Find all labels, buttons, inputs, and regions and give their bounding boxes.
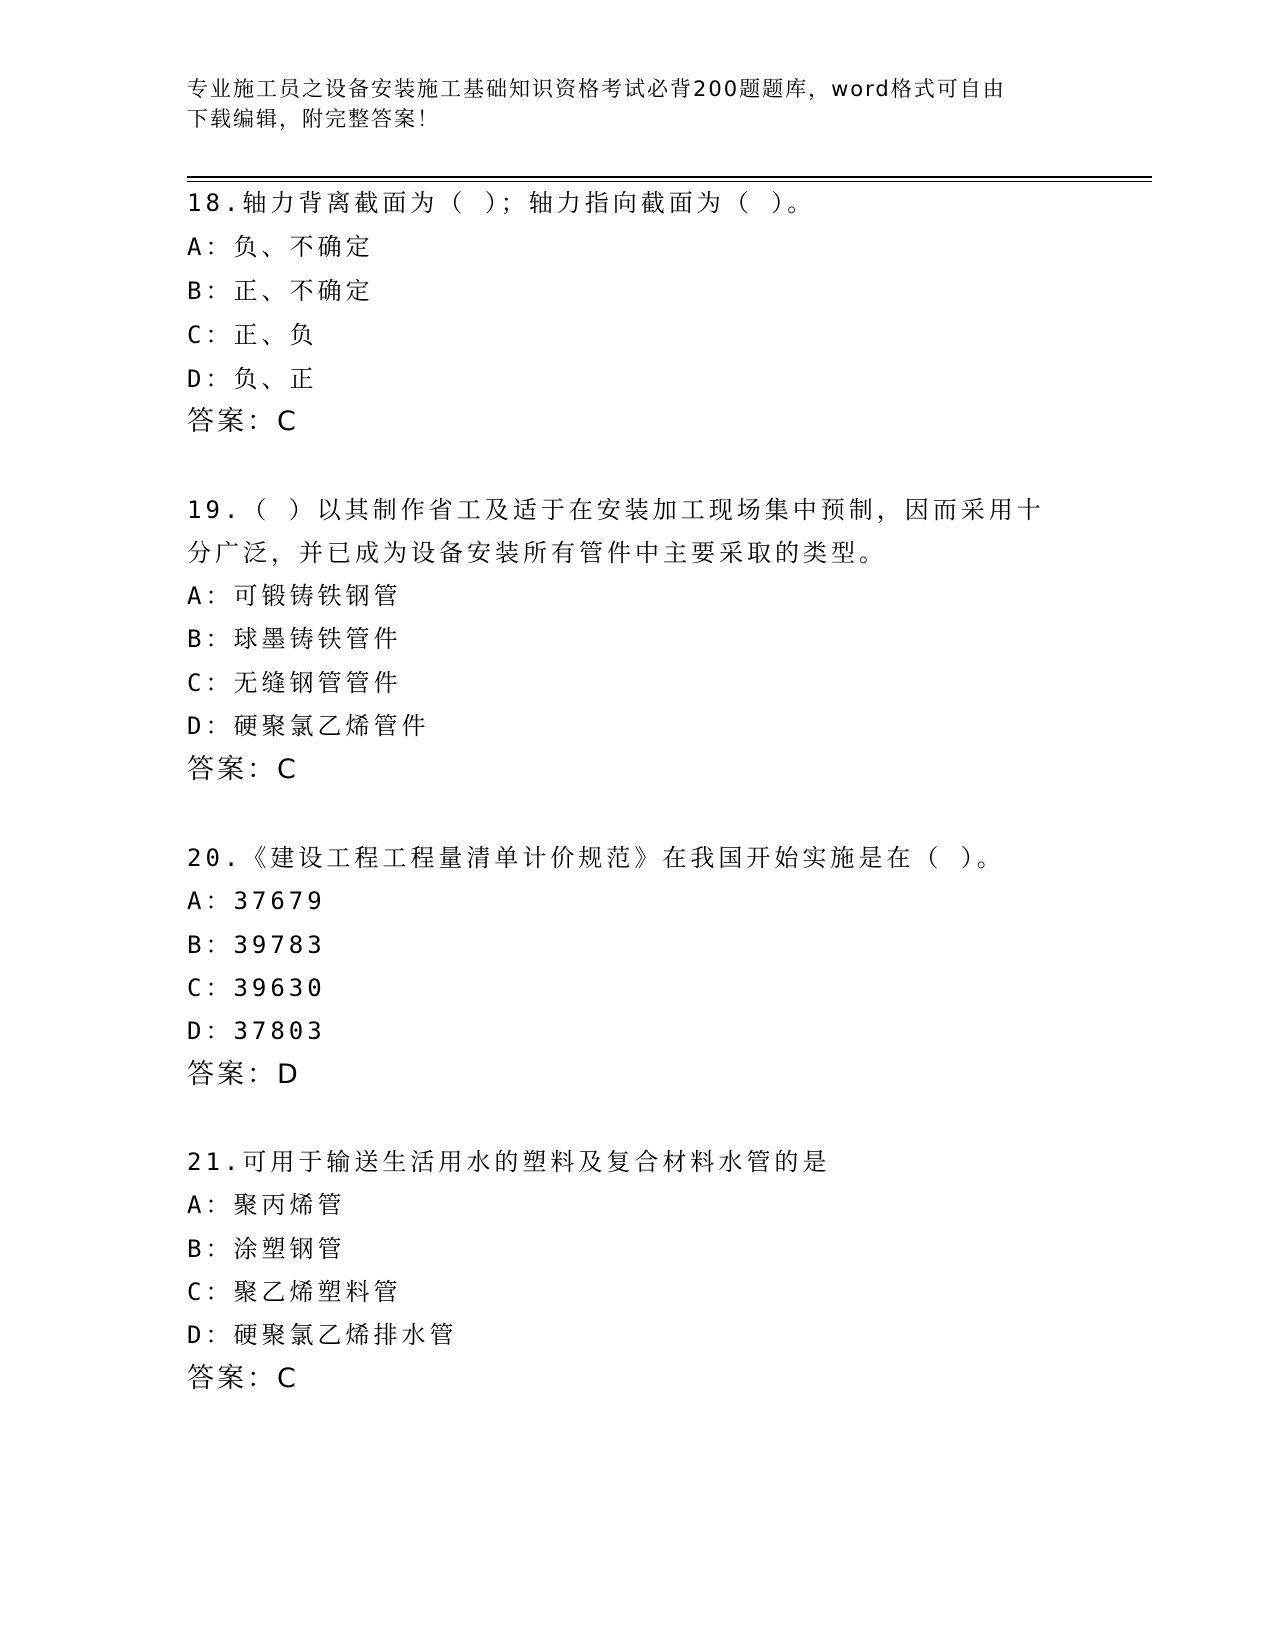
question-20-option-b: B：39783 — [187, 931, 326, 959]
question-18-text: 18.轴力背离截面为（ ）；轴力指向截面为（ ）。 — [187, 189, 816, 217]
question-21-option-b: B：涂塑钢管 — [187, 1235, 346, 1263]
question-21-option-d: D：硬聚氯乙烯排水管 — [187, 1321, 458, 1349]
header-line-1: 专业施工员之设备安装施工基础知识资格考试必背200题题库，word格式可自由 — [187, 77, 1006, 101]
question-18-option-a: A：负、不确定 — [187, 233, 374, 261]
document-header — [187, 74, 1067, 134]
question-19-text-line-2: 分广泛，并已成为设备安装所有管件中主要采取的类型。 — [187, 539, 887, 567]
question-19-option-d: D：硬聚氯乙烯管件 — [187, 712, 430, 740]
question-21-answer: 答案：C — [187, 1363, 299, 1394]
question-21-text: 21.可用于输送生活用水的塑料及复合材料水管的是 — [187, 1148, 831, 1176]
question-21-option-a: A：聚丙烯管 — [187, 1191, 346, 1219]
question-18-option-c: C：正、负 — [187, 321, 318, 349]
question-21-option-c: C：聚乙烯塑料管 — [187, 1278, 402, 1306]
header-line-2: 下载编辑，附完整答案！ — [187, 107, 440, 131]
question-20-option-c: C：39630 — [187, 974, 326, 1002]
question-19-option-b: B：球墨铸铁管件 — [187, 625, 402, 653]
question-18-option-d: D：负、正 — [187, 365, 318, 393]
question-19-answer: 答案：C — [187, 754, 299, 785]
header-divider-thin — [187, 181, 1152, 182]
question-20-option-a: A：37679 — [187, 887, 326, 915]
question-20-option-d: D：37803 — [187, 1017, 326, 1045]
question-19-text-line-1: 19.（ ）以其制作省工及适于在安装加工现场集中预制，因而采用十 — [187, 496, 1045, 524]
question-20-answer: 答案：D — [187, 1059, 301, 1090]
question-20-text: 20.《建设工程工程量清单计价规范》在我国开始实施是在（ ）。 — [187, 844, 1005, 872]
question-18-option-b: B：正、不确定 — [187, 277, 374, 305]
question-19-option-c: C：无缝钢管管件 — [187, 669, 402, 697]
question-19-option-a: A：可锻铸铁钢管 — [187, 582, 402, 610]
question-18-answer: 答案：C — [187, 406, 299, 437]
header-divider-thick — [187, 176, 1152, 178]
